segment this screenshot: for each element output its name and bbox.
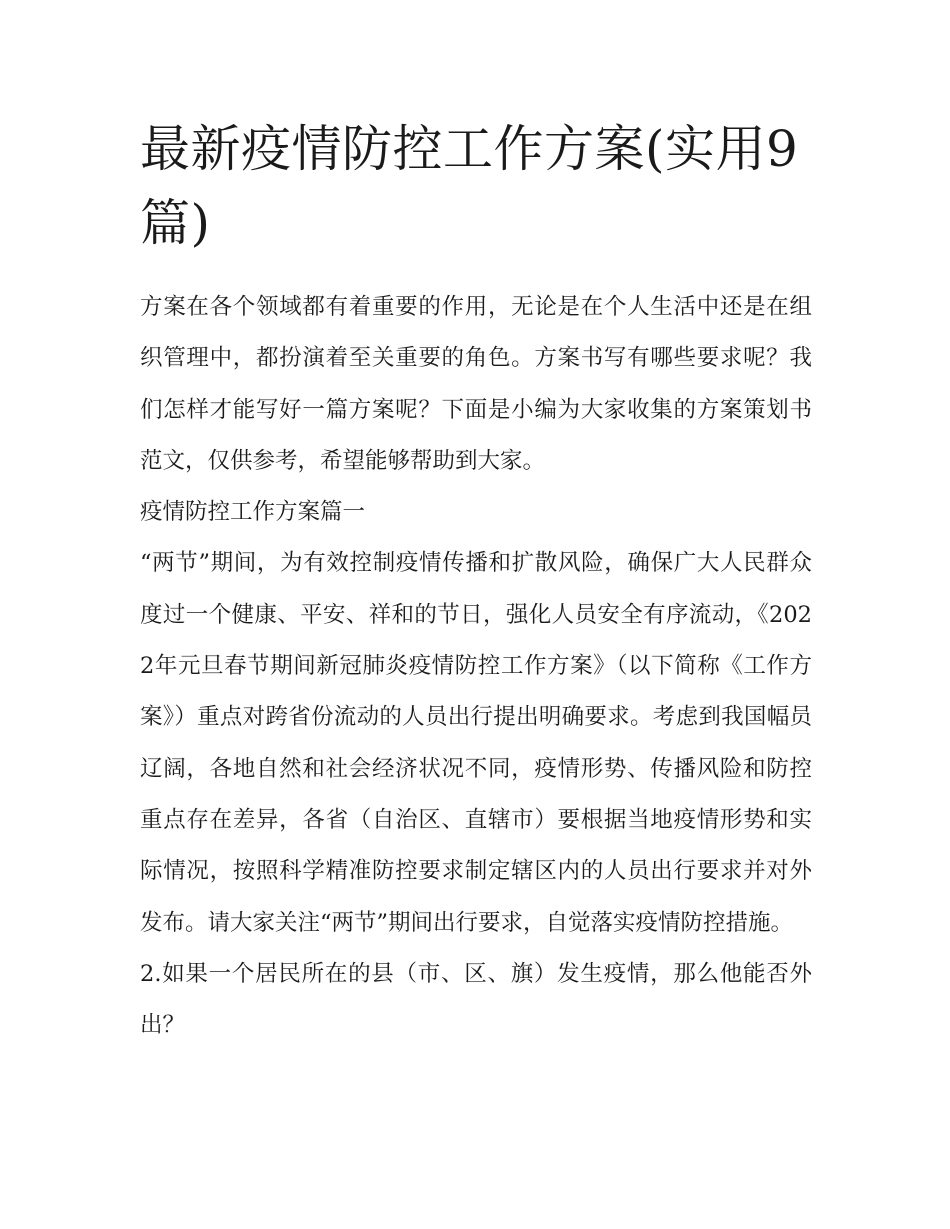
document-page	[140, 112, 812, 1051]
section-heading: 疫情防控工作方案篇一	[140, 499, 366, 526]
document-title: 最新疫情防控工作方案(实用9篇)	[140, 120, 799, 252]
intro-paragraph: 方案在各个领域都有着重要的作用，无论是在个人生活中还是在组织管理中，都扮演着至关重要的角色。方案书写有哪些要求呢？我们怎样才能写好一篇方案呢？下面是小编为大家收集的方案策划书范文，仅供参考，希望能够帮助到大家。	[140, 294, 812, 474]
body-paragraph-1: “两节”期间，为有效控制疫情传播和扩散风险，确保广大人民群众度过一个健康、平安、祥和的节日，强化人员安全有序流动，《2022年元旦春节期间新冠肺炎疫情防控工作方案》（以下简称《工作方案》）重点对跨省份流动的人员出行提出明确要求。考虑到我国幅员辽阔，各地自然和社会经济状况不同，疫情形势、传播风险和防控重点存在差异，各省（自治区、直辖市）要根据当地疫情形势和实际情况，按照科学精准防控要求制定辖区内的人员出行要求并对外发布。请大家关注“两节”期间出行要求，自觉落实疫情防控措施。	[140, 550, 812, 936]
body-paragraph-2: 2.如果一个居民所在的县（市、区、旗）发生疫情，那么他能否外出？	[140, 960, 812, 1039]
